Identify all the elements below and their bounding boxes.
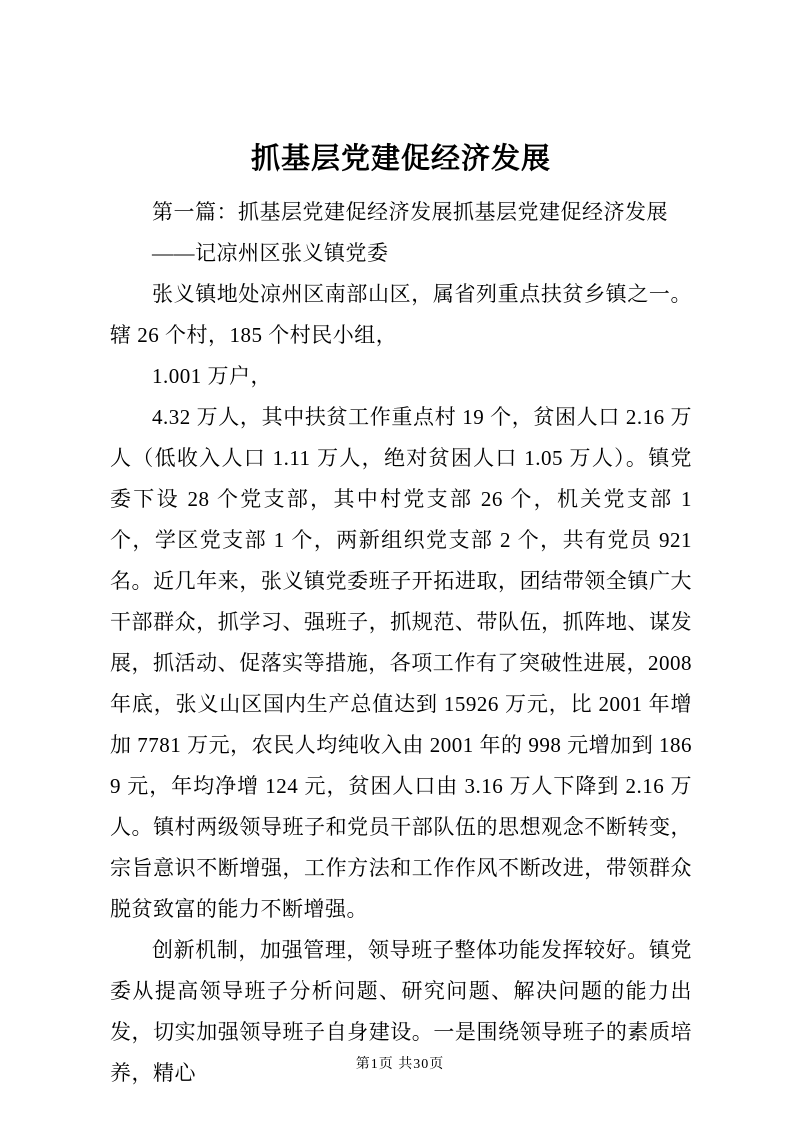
paragraph: 张义镇地处凉州区南部山区，属省列重点扶贫乡镇之一。辖 26 个村，185 个村民小组， [110,282,692,347]
paragraph: 创新机制，加强管理，领导班子整体功能发挥较好。镇党委从提高领导班子分析问题、研究问题、解决问题的能力出发，切实加强领导班子自身建设。一是围绕领导班子的素质培养，精心 [110,938,692,1085]
paragraph: ——记凉州区张义镇党委 [152,241,389,265]
paragraph: 4.32 万人，其中扶贫工作重点村 19 个，贫困人口 2.16 万人（低收入人口 1.11 万人，绝对贫困人口 1.05 万人）。镇党委下设 28 个党支部，其中村党支部 26 个，机关党支部 1 个，学区党支部 1 个，两新组织党支部 2 个，共有党员 921 名。近几年来，张义镇党委班子开拓进取，团结带领全镇广大干部群众，抓学习、强班子，抓规范、带队伍，抓阵地、谋发展，抓活动、促落实等措施，各项工作有了突破性进展，2008 年底，张义山区国内生产总值达到 15926 万元，比 2001 年增加 7781 万元，农民人均纯收入由 2001 年的 998 元增加到 1869 元，年均净增 124 元，贫困人口由 3.16 万人下降到 2.16 万人。镇村两级领导班子和党员干部队伍的思想观念不断转变，宗旨意识不断增强，工作方法和工作作风不断改进，带领群众脱贫致富的能力不断增强。 [110,405,692,921]
page-title: 抓基层党建促经济发展 [250,143,551,175]
paragraph: 1.001 万户， [152,364,272,388]
page-footer [0,1053,800,1073]
paragraph: 第一篇：抓基层党建促经济发展抓基层党建促经济发展 [152,200,668,224]
page-number-indicator: 第1页 共30页 [355,1057,445,1072]
